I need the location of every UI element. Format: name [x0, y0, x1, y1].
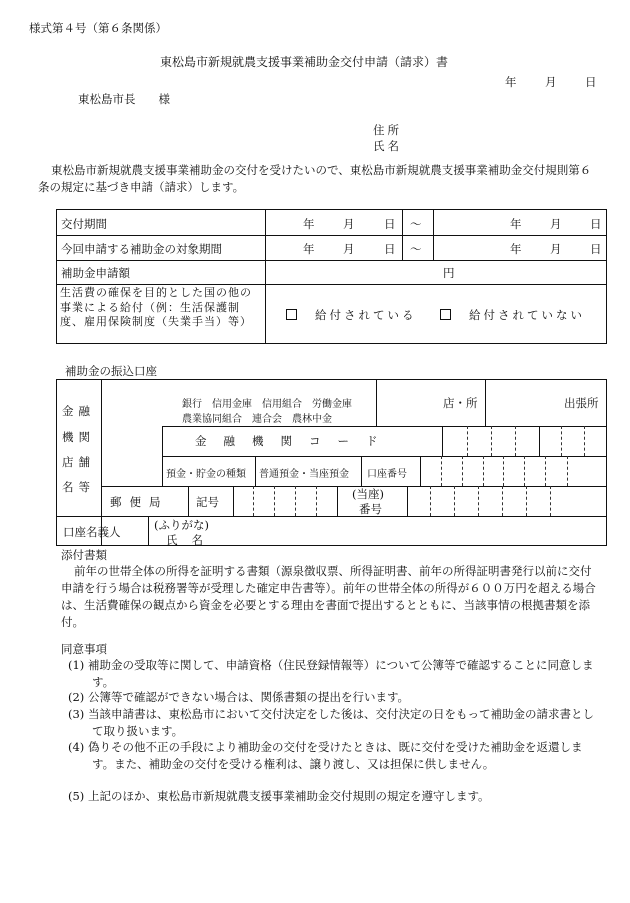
period-end-year: 年 — [510, 217, 522, 231]
bank-label-4: 名等 — [62, 480, 95, 494]
symbol-label: 記号 — [196, 495, 219, 509]
period-label: 交付期間 — [61, 217, 107, 231]
option-received[interactable]: 給付されている — [286, 307, 417, 323]
deposit-type-label: 預金・貯金の種類 — [166, 469, 246, 480]
target-tilde: ～ — [410, 242, 422, 256]
target-end-day: 日 — [590, 242, 602, 256]
consent-item-1: (1) 補助金の受取等に関して、申請資格（住民登録情報等）について公簿等で確認することに同意します。 — [68, 658, 594, 689]
date-month: 月 — [545, 75, 557, 89]
number-label: 番号 — [359, 502, 382, 516]
amount-label: 補助金申請額 — [61, 266, 130, 280]
period-tilde: ～ — [410, 217, 422, 231]
date-year: 年 — [505, 75, 517, 89]
bank-types-line2: 農業協同組合 連合会 農林中金 — [182, 414, 332, 425]
checkbox-icon — [286, 309, 297, 320]
bank-types-line1: 銀行 信用金庫 信用組合 労働金庫 — [182, 399, 352, 410]
sub-branch-label: 出張所 — [564, 396, 599, 410]
account-number-label: 口座番号 — [367, 469, 407, 480]
bank-code-label: 金融機関コード — [195, 434, 395, 448]
period-end-day: 日 — [590, 217, 602, 231]
consent-item-3: (3) 当該申請書は、東松島市において交付決定をした後は、交付決定の日をもって補助金の請求書として取り扱います。 — [68, 707, 594, 738]
target-period-label: 今回申請する補助金の対象期間 — [61, 242, 222, 256]
target-start-month: 月 — [343, 242, 355, 256]
target-end-month: 月 — [550, 242, 562, 256]
period-start-day: 日 — [384, 217, 396, 231]
target-start-year: 年 — [303, 242, 315, 256]
target-start-day: 日 — [384, 242, 396, 256]
furigana-label: (ふりがな) — [154, 518, 209, 532]
current-account-label: (当座) — [352, 487, 384, 501]
form-number: 様式第４号（第６条関係） — [29, 21, 167, 35]
deposit-type-value: 普通預金・当座預金 — [259, 469, 349, 480]
bank-label-1: 金融 — [62, 404, 95, 418]
option-not-received[interactable]: 給付されていない — [440, 307, 585, 323]
attachments-title: 添付書類 — [61, 548, 107, 562]
checkbox-icon — [440, 309, 451, 320]
bank-section-title: 補助金の振込口座 — [65, 364, 157, 378]
bank-label-2: 機関 — [62, 430, 95, 444]
post-office-label: 郵便局 — [110, 495, 169, 509]
date-day: 日 — [585, 75, 597, 89]
consent-item-4: (4) 偽りその他不正の手段により補助金の交付を受けたときは、既に交付を受けた補助金を返還します。また、補助金の交付を受ける権利は、譲り渡し、又は担保に供しません。 — [68, 740, 583, 771]
target-end-year: 年 — [510, 242, 522, 256]
consent-title: 同意事項 — [61, 642, 107, 656]
holder-name-label: 氏名 — [166, 533, 217, 547]
period-end-month: 月 — [550, 217, 562, 231]
amount-yen: 円 — [443, 266, 455, 280]
consent-item-2: (2) 公簿等で確認ができない場合は、関係書類の提出を行います。 — [68, 690, 410, 704]
bank-label-3: 店舗 — [62, 455, 95, 469]
other-benefit-label: 生活費の確保を目的とした国の他の事業による給付（例：生活保護制度、雇用保険制度（失業手当）等） — [60, 286, 252, 328]
branch-label: 店・所 — [443, 396, 478, 410]
consent-item-5: (5) 上記のほか、東松島市新規就農支援事業補助金交付規則の規定を遵守します。 — [68, 789, 490, 803]
attachments-body: 前年の世帯全体の所得を証明する書類（源泉徴収票、所得証明書、前年の所得証明書発行以前に交付申請を行う場合は税務署等が受理した確定申告書等）。前年の世帯全体の所得が６００万円を超える場合は、生活費確保の観点から資金を必要とする理由を書面で提出するとともに、当該事情の根拠書類を添付。 — [61, 564, 596, 629]
period-start-month: 月 — [343, 217, 355, 231]
intro-text: 東松島市新規就農支援事業補助金の交付を受けたいので、東松島市新規就農支援事業補助金交付規則第６条の規定に基づき申請（請求）します。 — [38, 163, 592, 194]
name-label: 氏名 — [373, 139, 402, 153]
holder-label: 口座名義人 — [63, 525, 121, 539]
page-title: 東松島市新規就農支援事業補助金交付申請（請求）書 — [160, 55, 449, 69]
address-label: 住所 — [373, 123, 402, 137]
addressee: 東松島市長 様 — [78, 92, 170, 106]
period-start-year: 年 — [303, 217, 315, 231]
